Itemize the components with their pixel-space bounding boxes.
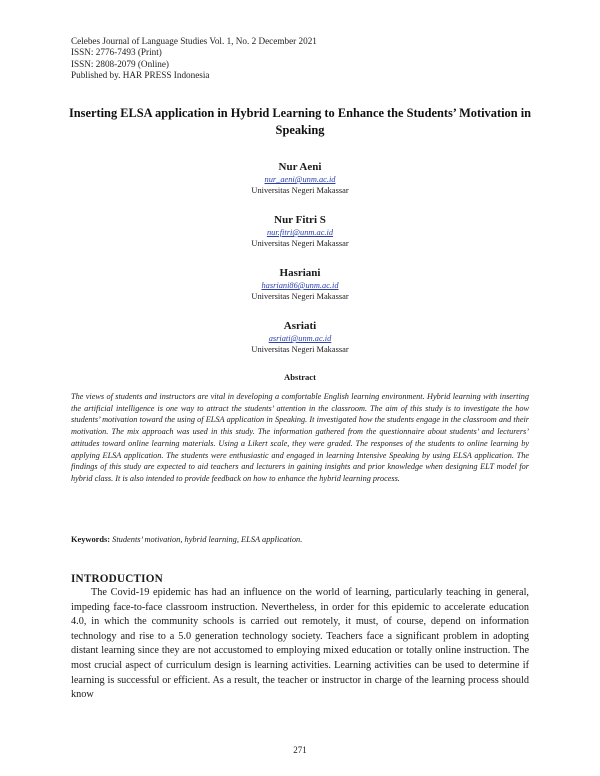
- journal-citation: Celebes Journal of Language Studies Vol. 1, No. 2 December 2021: [71, 36, 317, 46]
- publisher: Published by. HAR PRESS Indonesia: [71, 69, 210, 80]
- author-name: Nur Aeni: [278, 161, 322, 173]
- author-name: Nur Fitri S: [274, 214, 326, 226]
- paper-title: Inserting ELSA application in Hybrid Learning to Enhance the Students’ Motivation in Speaking: [68, 106, 532, 137]
- issn-online: ISSN: 2808-2079 (Online): [71, 58, 169, 69]
- section-heading-introduction: INTRODUCTION: [71, 573, 163, 585]
- keywords-text: Students’ motivation, hybrid learning, ELSA application.: [112, 535, 303, 544]
- author-block: [150, 213, 450, 266]
- author-affiliation: Universitas Negeri Makassar: [251, 345, 349, 354]
- abstract-heading: Abstract: [284, 372, 316, 382]
- author-list: [150, 160, 450, 372]
- keywords-label: Keywords:: [71, 535, 111, 544]
- author-email-link[interactable]: asriati@unm.ac.id: [268, 334, 332, 343]
- author-block: [150, 319, 450, 372]
- keywords: [71, 534, 529, 545]
- author-block: [150, 160, 450, 213]
- issn-print: ISSN: 2776-7493 (Print): [71, 47, 162, 58]
- author-affiliation: Universitas Negeri Makassar: [251, 239, 349, 248]
- author-email-link[interactable]: nur.fitri@unm.ac.id: [266, 228, 334, 237]
- abstract-text: The views of students and instructors are vital in developing a comfortable English learning environment. Hybrid learning with inserting the artificial intelligence is one way to attract the students’ attention in the classroom. The aim of this study is to investigate the how students’ motivation toward the using of ELSA application in Speaking. It investigated how the students engage in the classroom and their motivation. The mix approach was used in this study. The information gathered from the questionnaire about students’ and lecturers’ attitudes toward online learning materials. Using a Likert scale, they were graded. The responses of the students to online learning by applying ELSA application. The students were enthusiastic and engaged in learning Intensive Speaking by using ELSA application. The findings of this study are expected to aid teachers and lecturers in gaining insights and prior knowledge when designing ELT model for hybrid class. It is also intended to provide feedback on how to enhance the hybrid learning process.: [71, 392, 529, 483]
- author-block: [150, 266, 450, 319]
- author-email-link[interactable]: hasriani86@unm.ac.id: [261, 281, 339, 290]
- page-number: 271: [293, 745, 307, 755]
- author-name: Asriati: [283, 320, 317, 332]
- author-name: Hasriani: [279, 267, 321, 279]
- journal-header: [71, 36, 521, 81]
- author-email-link[interactable]: nur_aeni@unm.ac.id: [264, 175, 336, 184]
- author-affiliation: Universitas Negeri Makassar: [251, 186, 349, 195]
- introduction-paragraph: The Covid-19 epidemic has had an influence on the world of learning, particularly teaching in general, impeding face-to-face classroom instruction. Nevertheless, in order for this epidemic to accelerate education 4.0, in which the community schools is carried out remotely, it must, of course, depend on information technology and rise to a 5.0 generation technology society. Teachers face a significant problem in adopting distant learning since they are not accustomed to employing mixed education or totally online instruction. The most crucial aspect of curriculum design is learning activities. Learning activities can be used to determine if learning is successful or efficient. As a result, the teacher or instructor in charge of the learning process should know: [71, 587, 529, 701]
- author-affiliation: Universitas Negeri Makassar: [251, 292, 349, 301]
